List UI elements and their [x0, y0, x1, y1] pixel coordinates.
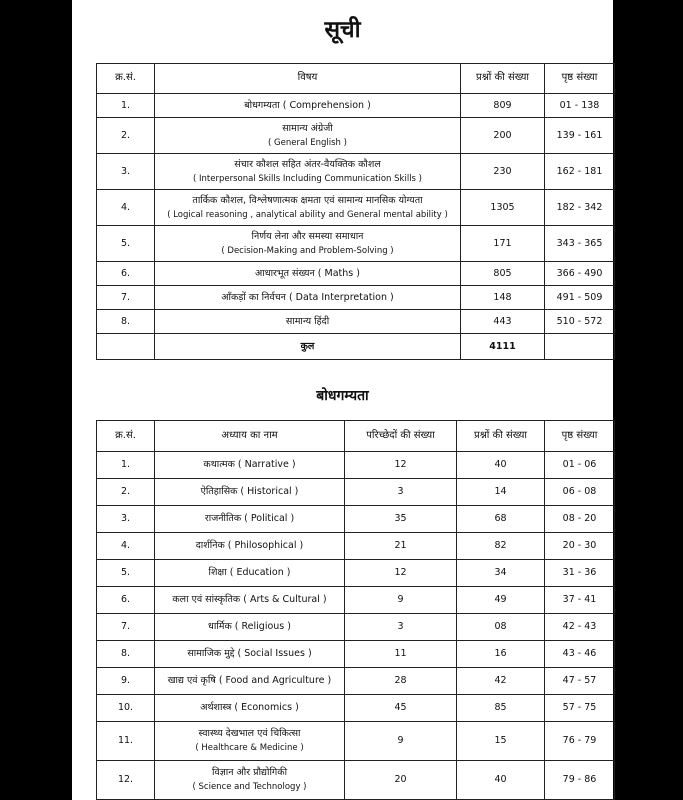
contents-header-row [97, 64, 615, 94]
chapter-name: सामाजिक मुद्दे ( Social Issues ) [187, 648, 312, 660]
table-row [97, 154, 615, 190]
page-range: 139 - 161 [545, 118, 615, 154]
chapter-name: राजनीतिक ( Political ) [204, 513, 295, 525]
serial-number: 7. [97, 614, 155, 641]
question-count: 805 [461, 262, 545, 286]
chapter-name-cell [155, 587, 345, 614]
page-range: 06 - 08 [545, 479, 615, 506]
question-count: 230 [461, 154, 545, 190]
serial-number: 6. [97, 262, 155, 286]
subject-cell [155, 154, 461, 190]
subject-cell [155, 286, 461, 310]
page-range: 76 - 79 [545, 722, 615, 761]
question-count: 16 [457, 641, 545, 668]
serial-number: 6. [97, 587, 155, 614]
chapter-name: शिक्षा ( Education ) [208, 567, 291, 579]
page-range: 42 - 43 [545, 614, 615, 641]
table-row [97, 695, 615, 722]
subject-name-english: ( Logical reasoning , analytical ability and General mental ability ) [167, 209, 448, 220]
chapter-name-english: ( Science and Technology ) [192, 782, 307, 793]
subject-cell [155, 310, 461, 334]
serial-number: 8. [97, 310, 155, 334]
table-row [97, 286, 615, 310]
table-row [97, 722, 615, 761]
subject-name: सामान्य हिंदी [285, 315, 330, 327]
question-count: 15 [457, 722, 545, 761]
page-range: 79 - 86 [545, 761, 615, 800]
page-range: 01 - 06 [545, 452, 615, 479]
passage-count: 12 [345, 452, 457, 479]
page-range: 343 - 365 [545, 226, 615, 262]
table-row [97, 641, 615, 668]
chapter-name: ऐतिहासिक ( Historical ) [200, 486, 299, 498]
serial-number: 5. [97, 226, 155, 262]
subject-cell [155, 118, 461, 154]
serial-number: 4. [97, 533, 155, 560]
page-range: 01 - 138 [545, 94, 615, 118]
question-count: 14 [457, 479, 545, 506]
passage-count: 35 [345, 506, 457, 533]
table-row [97, 452, 615, 479]
chapter-name-cell [155, 533, 345, 560]
table-row [97, 560, 615, 587]
chapter-name: स्वास्थ्य देखभाल एवं चिकित्सा [198, 728, 301, 740]
passage-count: 45 [345, 695, 457, 722]
passage-count: 20 [345, 761, 457, 800]
question-count: 148 [461, 286, 545, 310]
chapter-name: खाद्य एवं कृषि ( Food and Agriculture ) [167, 675, 332, 687]
serial-number: 10. [97, 695, 155, 722]
serial-number: 4. [97, 190, 155, 226]
table-row [97, 190, 615, 226]
header-question-count: प्रश्नों की संख्या [461, 64, 545, 94]
passage-count: 3 [345, 479, 457, 506]
subject-name: निर्णय लेना और समस्या समाधान [251, 230, 364, 242]
chapters-header-row [97, 421, 615, 452]
serial-number: 3. [97, 154, 155, 190]
question-count: 40 [457, 452, 545, 479]
page-range: 08 - 20 [545, 506, 615, 533]
page-title: सूची [324, 17, 361, 43]
chapter-name-cell [155, 506, 345, 533]
total-label: कुल [155, 334, 461, 360]
chapter-name-english: ( Healthcare & Medicine ) [195, 743, 304, 754]
subject-name: संचार कौशल सहित अंतर-वैयक्तिक कौशल [234, 158, 381, 170]
chapter-name-cell [155, 761, 345, 800]
question-count: 42 [457, 668, 545, 695]
question-count: 49 [457, 587, 545, 614]
chapter-name-cell [155, 614, 345, 641]
chapter-name: अर्थशास्त्र ( Economics ) [200, 702, 299, 714]
header-chapter-name: अध्याय का नाम [155, 421, 345, 452]
header-page-count: पृष्ठ संख्या [545, 421, 615, 452]
page-range: 47 - 57 [545, 668, 615, 695]
subject-name-english: ( Interpersonal Skills Including Communication Skills ) [192, 173, 422, 184]
page-range: 20 - 30 [545, 533, 615, 560]
serial-number: 2. [97, 118, 155, 154]
question-count: 443 [461, 310, 545, 334]
passage-count: 21 [345, 533, 457, 560]
question-count: 40 [457, 761, 545, 800]
page-range: 57 - 75 [545, 695, 615, 722]
question-count: 82 [457, 533, 545, 560]
header-subject: विषय [155, 64, 461, 94]
table-row [97, 310, 615, 334]
subject-cell [155, 262, 461, 286]
question-count: 809 [461, 94, 545, 118]
subject-name: तार्किक कौशल, विश्लेषणात्मक क्षमता एवं सामान्य मानसिक योग्यता [192, 194, 423, 206]
subject-name: आधारभूत संख्यन ( Maths ) [255, 267, 360, 279]
serial-number: 12. [97, 761, 155, 800]
header-question-count: प्रश्नों की संख्या [457, 421, 545, 452]
header-passage-count: परिच्छेदों की संख्या [345, 421, 457, 452]
table-row [97, 262, 615, 286]
chapter-name-cell [155, 722, 345, 761]
page-range: 43 - 46 [545, 641, 615, 668]
contents-table [96, 63, 615, 360]
passage-count: 9 [345, 722, 457, 761]
subject-name: आँकड़ों का निर्वचन ( Data Interpretation ) [221, 291, 394, 303]
chapter-name-cell [155, 452, 345, 479]
header-serial: क्र.सं. [97, 421, 155, 452]
header-page-count: पृष्ठ संख्या [545, 64, 615, 94]
empty-cell [97, 334, 155, 360]
table-row [97, 479, 615, 506]
header-serial: क्र.सं. [97, 64, 155, 94]
serial-number: 1. [97, 94, 155, 118]
passage-count: 12 [345, 560, 457, 587]
passage-count: 28 [345, 668, 457, 695]
page-range: 162 - 181 [545, 154, 615, 190]
total-row [97, 334, 615, 360]
chapter-name: कला एवं सांस्कृतिक ( Arts & Cultural ) [172, 594, 327, 606]
document-page [72, 0, 613, 800]
chapter-name-cell [155, 479, 345, 506]
table-row [97, 226, 615, 262]
empty-cell [545, 334, 615, 360]
serial-number: 9. [97, 668, 155, 695]
serial-number: 8. [97, 641, 155, 668]
page-range: 31 - 36 [545, 560, 615, 587]
table-row [97, 761, 615, 800]
serial-number: 3. [97, 506, 155, 533]
subject-cell [155, 226, 461, 262]
chapter-name: दार्शनिक ( Philosophical ) [195, 540, 304, 552]
page-range: 37 - 41 [545, 587, 615, 614]
serial-number: 5. [97, 560, 155, 587]
chapter-name-cell [155, 560, 345, 587]
serial-number: 7. [97, 286, 155, 310]
question-count: 200 [461, 118, 545, 154]
subject-cell [155, 190, 461, 226]
passage-count: 11 [345, 641, 457, 668]
serial-number: 11. [97, 722, 155, 761]
subject-cell [155, 94, 461, 118]
serial-number: 2. [97, 479, 155, 506]
serial-number: 1. [97, 452, 155, 479]
chapter-name-cell [155, 641, 345, 668]
table-row [97, 668, 615, 695]
chapters-table [96, 420, 615, 800]
question-count: 1305 [461, 190, 545, 226]
passage-count: 9 [345, 587, 457, 614]
total-value: 4111 [461, 334, 545, 360]
table-row [97, 94, 615, 118]
subject-name-english: ( Decision-Making and Problem-Solving ) [221, 245, 394, 256]
table-row [97, 118, 615, 154]
subject-name: सामान्य अंग्रेजी [282, 122, 333, 134]
chapter-name-cell [155, 695, 345, 722]
page-range: 182 - 342 [545, 190, 615, 226]
section-title: बोधगम्यता [316, 388, 369, 404]
chapter-name: धार्मिक ( Religious ) [208, 621, 291, 633]
subject-name: बोधगम्यता ( Comprehension ) [244, 99, 371, 111]
table-row [97, 533, 615, 560]
page-range: 366 - 490 [545, 262, 615, 286]
page-range: 491 - 509 [545, 286, 615, 310]
table-row [97, 614, 615, 641]
question-count: 171 [461, 226, 545, 262]
chapter-name: कथात्मक ( Narrative ) [203, 459, 296, 471]
question-count: 34 [457, 560, 545, 587]
subject-name-english: ( General English ) [268, 137, 347, 148]
chapter-name-cell [155, 668, 345, 695]
question-count: 85 [457, 695, 545, 722]
question-count: 68 [457, 506, 545, 533]
table-row [97, 587, 615, 614]
page-range: 510 - 572 [545, 310, 615, 334]
passage-count: 3 [345, 614, 457, 641]
question-count: 08 [457, 614, 545, 641]
table-row [97, 506, 615, 533]
chapter-name: विज्ञान और प्रौद्योगिकी [211, 767, 288, 779]
